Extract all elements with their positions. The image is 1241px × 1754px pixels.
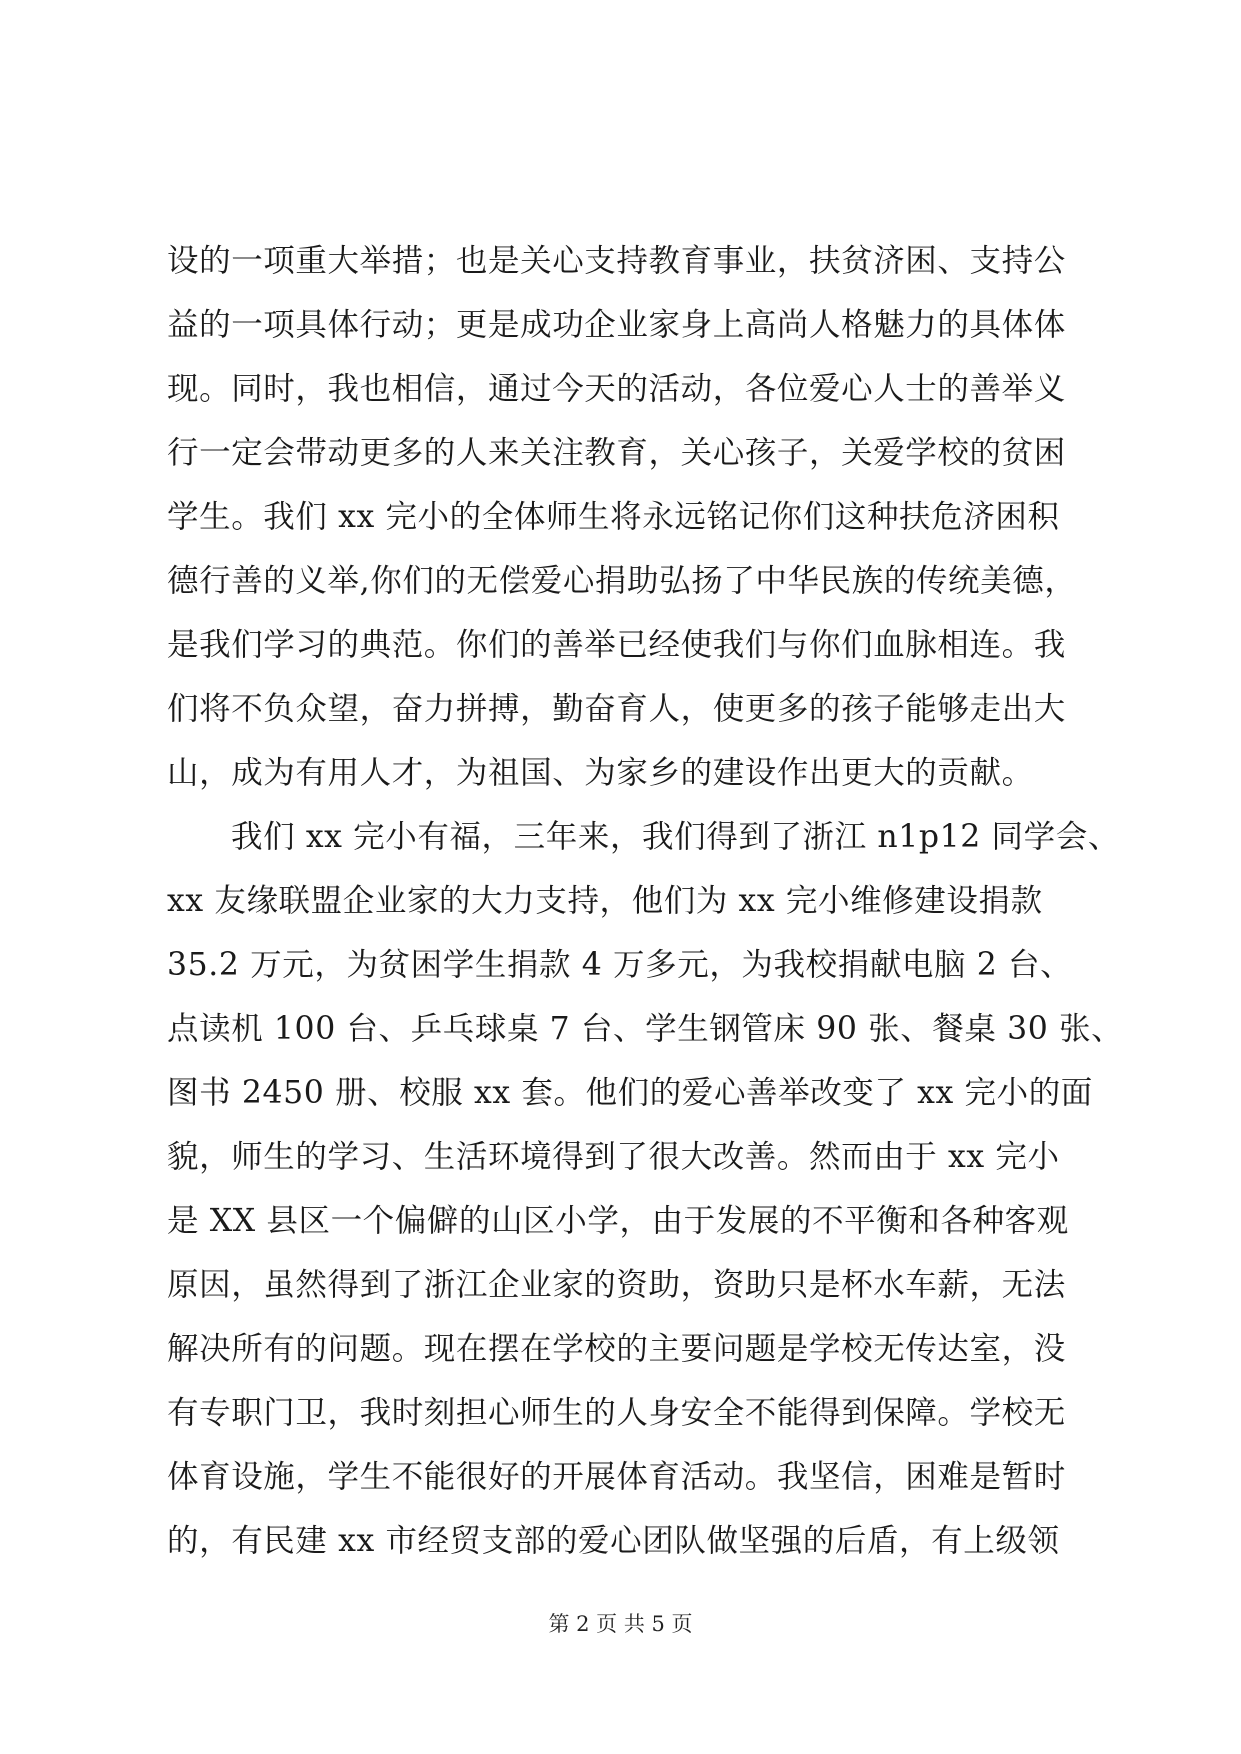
text-line: 有专职门卫，我时刻担心师生的人身安全不能得到保障。学校无	[167, 1395, 1066, 1431]
text-line: 图书 2450 册、校服 xx 套。他们的爱心善举改变了 xx 完小的面	[167, 1075, 1093, 1111]
text-line: 学生。我们 xx 完小的全体师生将永远铭记你们这种扶危济困积	[167, 499, 1060, 535]
text-line: 原因，虽然得到了浙江企业家的资助，资助只是杯水车薪，无法	[167, 1267, 1066, 1303]
text-line: 山，成为有用人才，为祖国、为家乡的建设作出更大的贡献。	[167, 755, 1034, 791]
text-line: 的，有民建 xx 市经贸支部的爱心团队做坚强的后盾，有上级领	[167, 1523, 1060, 1559]
page-number-footer: 第 2 页 共 5 页	[548, 1612, 693, 1636]
paragraph-first-line: 我们 xx 完小有福，三年来，我们得到了浙江 n1p12 同学会、	[231, 819, 1120, 855]
text-line: 是我们学习的典范。你们的善举已经使我们与你们血脉相连。我	[167, 627, 1066, 663]
text-line: 体育设施，学生不能很好的开展体育活动。我坚信，困难是暂时	[167, 1459, 1066, 1495]
text-line: 是 XX 县区一个偏僻的山区小学，由于发展的不平衡和各种客观	[167, 1203, 1069, 1239]
text-line: 设的一项重大举措；也是关心支持教育事业，扶贫济困、支持公	[167, 243, 1066, 279]
text-line: 解决所有的问题。现在摆在学校的主要问题是学校无传达室，没	[167, 1331, 1066, 1367]
text-line: 貌，师生的学习、生活环境得到了很大改善。然而由于 xx 完小	[167, 1139, 1060, 1175]
text-line: 们将不负众望，奋力拼搏，勤奋育人，使更多的孩子能够走出大	[167, 691, 1066, 727]
text-line: 德行善的义举,你们的无偿爱心捐助弘扬了中华民族的传统美德，	[167, 563, 1077, 599]
text-line: xx 友缘联盟企业家的大力支持，他们为 xx 完小维修建设捐款	[167, 883, 1043, 919]
body-text	[167, 229, 1124, 1573]
text-line: 行一定会带动更多的人来关注教育，关心孩子，关爱学校的贫困	[167, 435, 1066, 471]
text-line: 益的一项具体行动；更是成功企业家身上高尚人格魅力的具体体	[167, 307, 1066, 343]
text-line: 现。同时，我也相信，通过今天的活动，各位爱心人士的善举义	[167, 371, 1066, 407]
text-line: 点读机 100 台、乒乓球桌 7 台、学生钢管床 90 张、餐桌 30 张、	[167, 1011, 1124, 1047]
text-line: 35.2 万元，为贫困学生捐款 4 万多元，为我校捐献电脑 2 台、	[167, 947, 1073, 983]
